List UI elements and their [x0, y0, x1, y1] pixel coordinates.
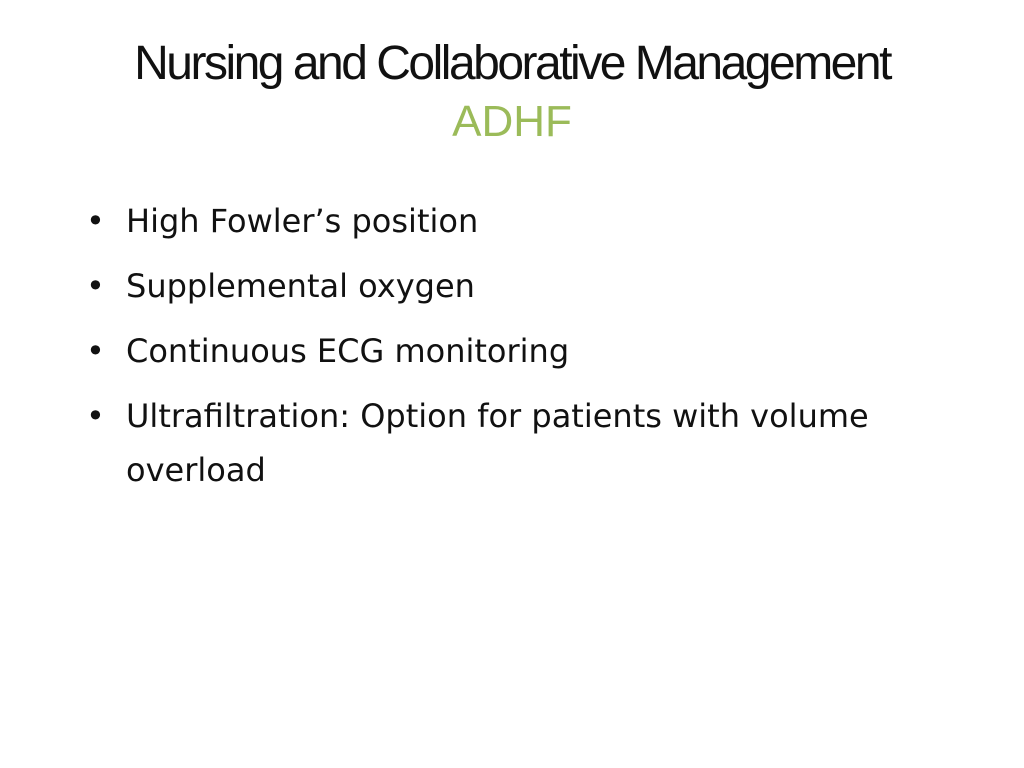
bullet-text: Ultrafiltration: Option for patients with volume overload: [126, 397, 869, 489]
bullet-item: [84, 389, 944, 497]
bullet-icon: •: [86, 202, 105, 240]
bullet-item: [84, 324, 944, 378]
bullet-list: [84, 194, 944, 508]
bullet-item: [84, 259, 944, 313]
title-block: [40, 34, 984, 150]
bullet-text: High Fowler’s position: [126, 202, 479, 240]
bullet-icon: •: [86, 332, 105, 370]
bullet-item: [84, 194, 944, 248]
bullet-text: Continuous ECG monitoring: [126, 332, 570, 370]
slide-subtitle: ADHF: [452, 97, 572, 146]
bullet-text: Supplemental oxygen: [126, 267, 475, 305]
bullet-icon: •: [86, 397, 105, 435]
bullet-icon: •: [86, 267, 105, 305]
slide-title: Nursing and Collaborative Management: [134, 37, 890, 90]
